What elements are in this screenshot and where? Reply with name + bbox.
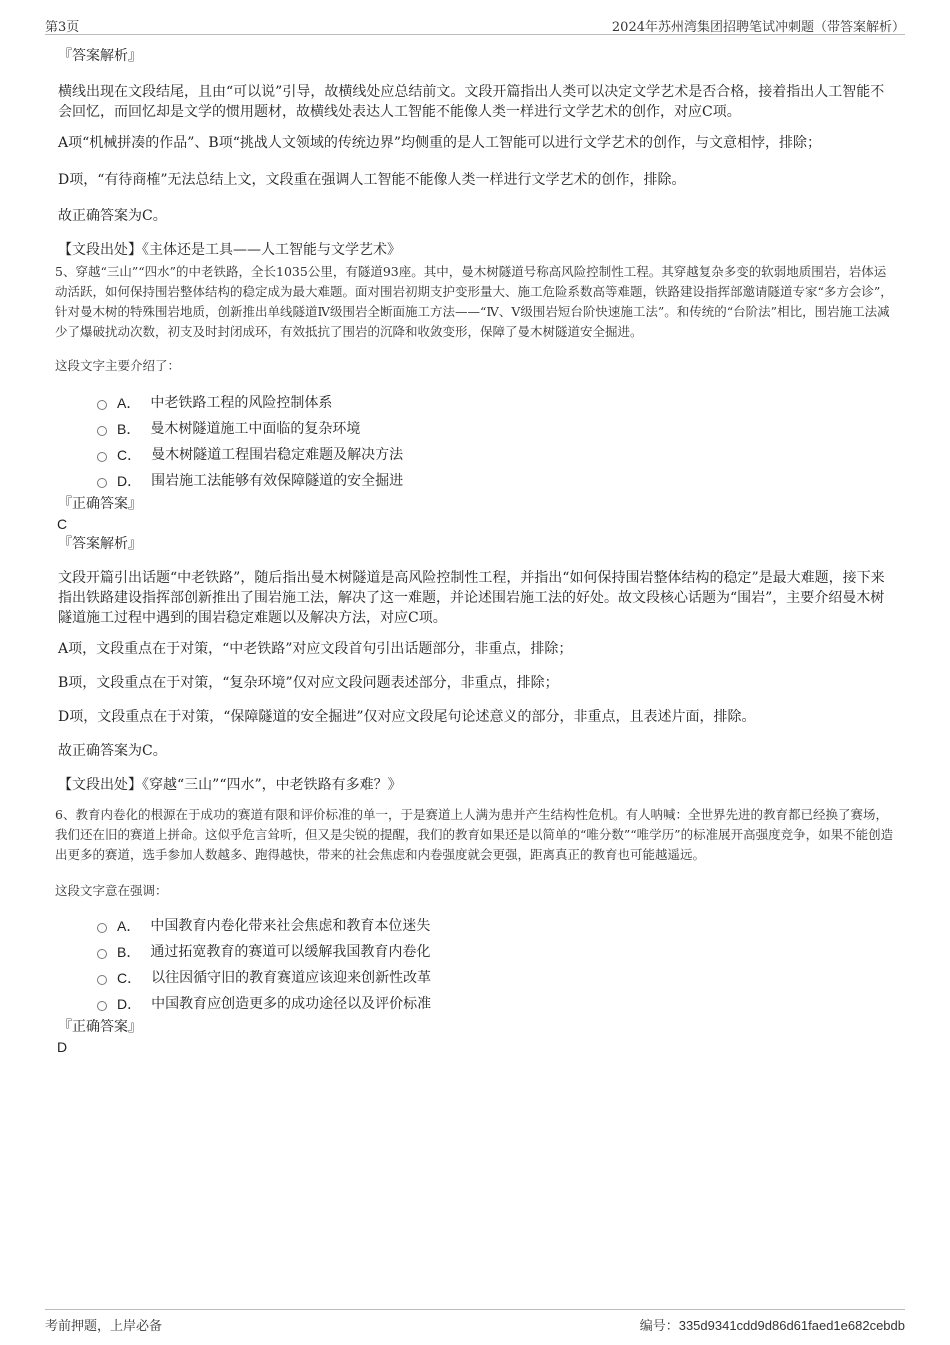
document-body <box>55 44 895 1057</box>
option-text: 中国教育内卷化带来社会焦虑和教育本位迷失 <box>150 918 431 934</box>
page-number: 第3页 <box>45 20 80 35</box>
radio-icon[interactable] <box>97 1001 107 1011</box>
q5-options <box>55 390 895 494</box>
q4-analysis-label: 『答案解析』 <box>58 48 142 64</box>
page-footer <box>45 1309 905 1334</box>
radio-icon[interactable] <box>97 975 107 985</box>
option-letter: A． <box>117 395 141 411</box>
option-text: 中国教育应创造更多的成功途径以及评价标准 <box>151 996 432 1012</box>
q5-analysis-para-2: A项，文段重点在于对策，“中老铁路”对应文段首句引出话题部分，非重点，排除； <box>58 641 573 657</box>
q6-stem: 6、教育内卷化的根源在于成功的赛道有限和评价标准的单一，于是赛道上人满为患并产生结构性危机。有人呐喊：全世界先进的教育都已经换了赛场，我们还在旧的赛道上拼命。这似乎危言耸听，但又是尖锐的提醒，我们的教育如果还是以简单的“唯分数”“唯学历”的标准展开高强度竞争，如果不能创造出更多的赛道，选手参加人数越多、跑得越快，带来的社会焦虑和内卷强度就会更强，距离真正的教育也可能越遥远。 <box>55 807 894 862</box>
q6-option-c[interactable] <box>97 965 895 991</box>
radio-icon[interactable] <box>97 400 107 410</box>
option-letter: B． <box>117 421 141 437</box>
q5-analysis-label: 『答案解析』 <box>58 536 142 552</box>
q6-option-b[interactable] <box>97 939 895 965</box>
q6-options <box>55 913 895 1017</box>
q5-option-b[interactable] <box>97 416 895 442</box>
footer-slogan: 考前押题，上岸必备 <box>45 1319 163 1334</box>
option-letter: D． <box>117 473 142 489</box>
q6-option-a[interactable] <box>97 913 895 939</box>
option-text: 以往因循守旧的教育赛道应该迎来创新性改革 <box>151 970 432 986</box>
radio-icon[interactable] <box>97 923 107 933</box>
radio-icon[interactable] <box>97 478 107 488</box>
option-letter: D． <box>117 996 142 1012</box>
q5-answer: C <box>57 516 68 532</box>
q5-analysis-para-5: 故正确答案为C。 <box>58 743 167 759</box>
q5-source: 【文段出处】《穿越“三山”“四水”，中老铁路有多难？》 <box>58 777 402 793</box>
option-text: 通过拓宽教育的赛道可以缓解我国教育内卷化 <box>150 944 431 960</box>
q6-prompt: 这段文字意在强调： <box>55 883 168 898</box>
option-letter: B． <box>117 944 141 960</box>
radio-icon[interactable] <box>97 426 107 436</box>
q6-answer: D <box>57 1039 68 1055</box>
q5-option-c[interactable] <box>97 442 895 468</box>
q4-analysis-para-2: A项“机械拼凑的作品”、B项“挑战人文领域的传统边界”均侧重的是人工智能可以进行文学艺术的创作，与文意相悖，排除； <box>58 135 822 151</box>
q4-analysis-para-3: D项，“有待商榷”无法总结上文，文段重在强调人工智能不能像人类一样进行文学艺术的创作，排除。 <box>58 172 686 188</box>
q4-source: 【文段出处】《主体还是工具——人工智能与文学艺术》 <box>58 242 401 258</box>
option-letter: A． <box>117 918 141 934</box>
q4-analysis-para-4: 故正确答案为C。 <box>58 208 167 224</box>
q5-stem: 5、穿越“三山”“四水”的中老铁路，全长1035公里，有隧道93座。其中，曼木树隧道号称高风险控制性工程。其穿越复杂多变的软弱地质围岩，岩体运动活跃，如何保持围岩整体结构的稳定成为最大难题。面对围岩初期支护变形量大、施工危险系数高等难题，铁路建设指挥部邀请隧道专家“多方会诊”，针对曼木树的特殊围岩地质，创新推出单线隧道Ⅳ级围岩全断面施工方法——“Ⅳ、Ⅴ级围岩短台阶快速施工法”。和传统的“台阶法”相比，围岩施工法减少了爆破扰动次数，初支及时封闭成环，有效抵抗了围岩的沉降和收敛变形，保障了曼木树隧道安全掘进。 <box>55 264 893 339</box>
document-code-label: 编号： <box>639 1319 679 1334</box>
option-text: 围岩施工法能够有效保障隧道的安全掘进 <box>151 473 404 489</box>
option-letter: C． <box>117 970 142 986</box>
q6-answer-label: 『正确答案』 <box>58 1019 142 1035</box>
radio-icon[interactable] <box>97 949 107 959</box>
q5-analysis-para-1: 文段开篇引出话题“中老铁路”，随后指出曼木树隧道是高风险控制性工程，并指出“如何保持围岩整体结构的稳定”是最大难题，接下来指出铁路建设指挥部创新推出了围岩施工法，解决了这一难题，并论述围岩施工法的好处。故文段核心话题为“围岩”，主要介绍曼木树隧道施工过程中遇到的围岩稳定难题以及解决方法，对应C项。 <box>58 570 885 626</box>
q5-analysis-para-4: D项，文段重点在于对策，“保障隧道的安全掘进”仅对应文段尾句论述意义的部分，非重点，且表述片面，排除。 <box>58 709 756 725</box>
option-text: 中老铁路工程的风险控制体系 <box>150 395 333 411</box>
radio-icon[interactable] <box>97 452 107 462</box>
q5-prompt: 这段文字主要介绍了： <box>55 358 181 373</box>
option-text: 曼木树隧道施工中面临的复杂环境 <box>150 421 361 437</box>
option-text: 曼木树隧道工程围岩稳定难题及解决方法 <box>151 447 404 463</box>
q5-option-d[interactable] <box>97 468 895 494</box>
page-header <box>45 12 905 35</box>
q5-answer-label: 『正确答案』 <box>58 496 142 512</box>
document-code-value: 335d9341cdd9d86d61faed1e682cebdb <box>678 1318 905 1333</box>
q5-option-a[interactable] <box>97 390 895 416</box>
document-code <box>640 1315 905 1334</box>
option-letter: C． <box>117 447 142 463</box>
q6-option-d[interactable] <box>97 991 895 1017</box>
document-title: 2024年苏州湾集团招聘笔试冲刺题（带答案解析） <box>611 20 905 35</box>
q4-analysis-para-1: 横线出现在文段结尾，且由“可以说”引导，故横线处应总结前文。文段开篇指出人类可以决定文学艺术是否合格，接着指出人工智能不会回忆，而回忆却是文学的惯用题材，故横线处表达人工智能不能像人类一样进行文学艺术的创作，对应C项。 <box>58 84 885 120</box>
q5-analysis-para-3: B项，文段重点在于对策，“复杂环境”仅对应文段问题表述部分，非重点，排除； <box>58 675 559 691</box>
